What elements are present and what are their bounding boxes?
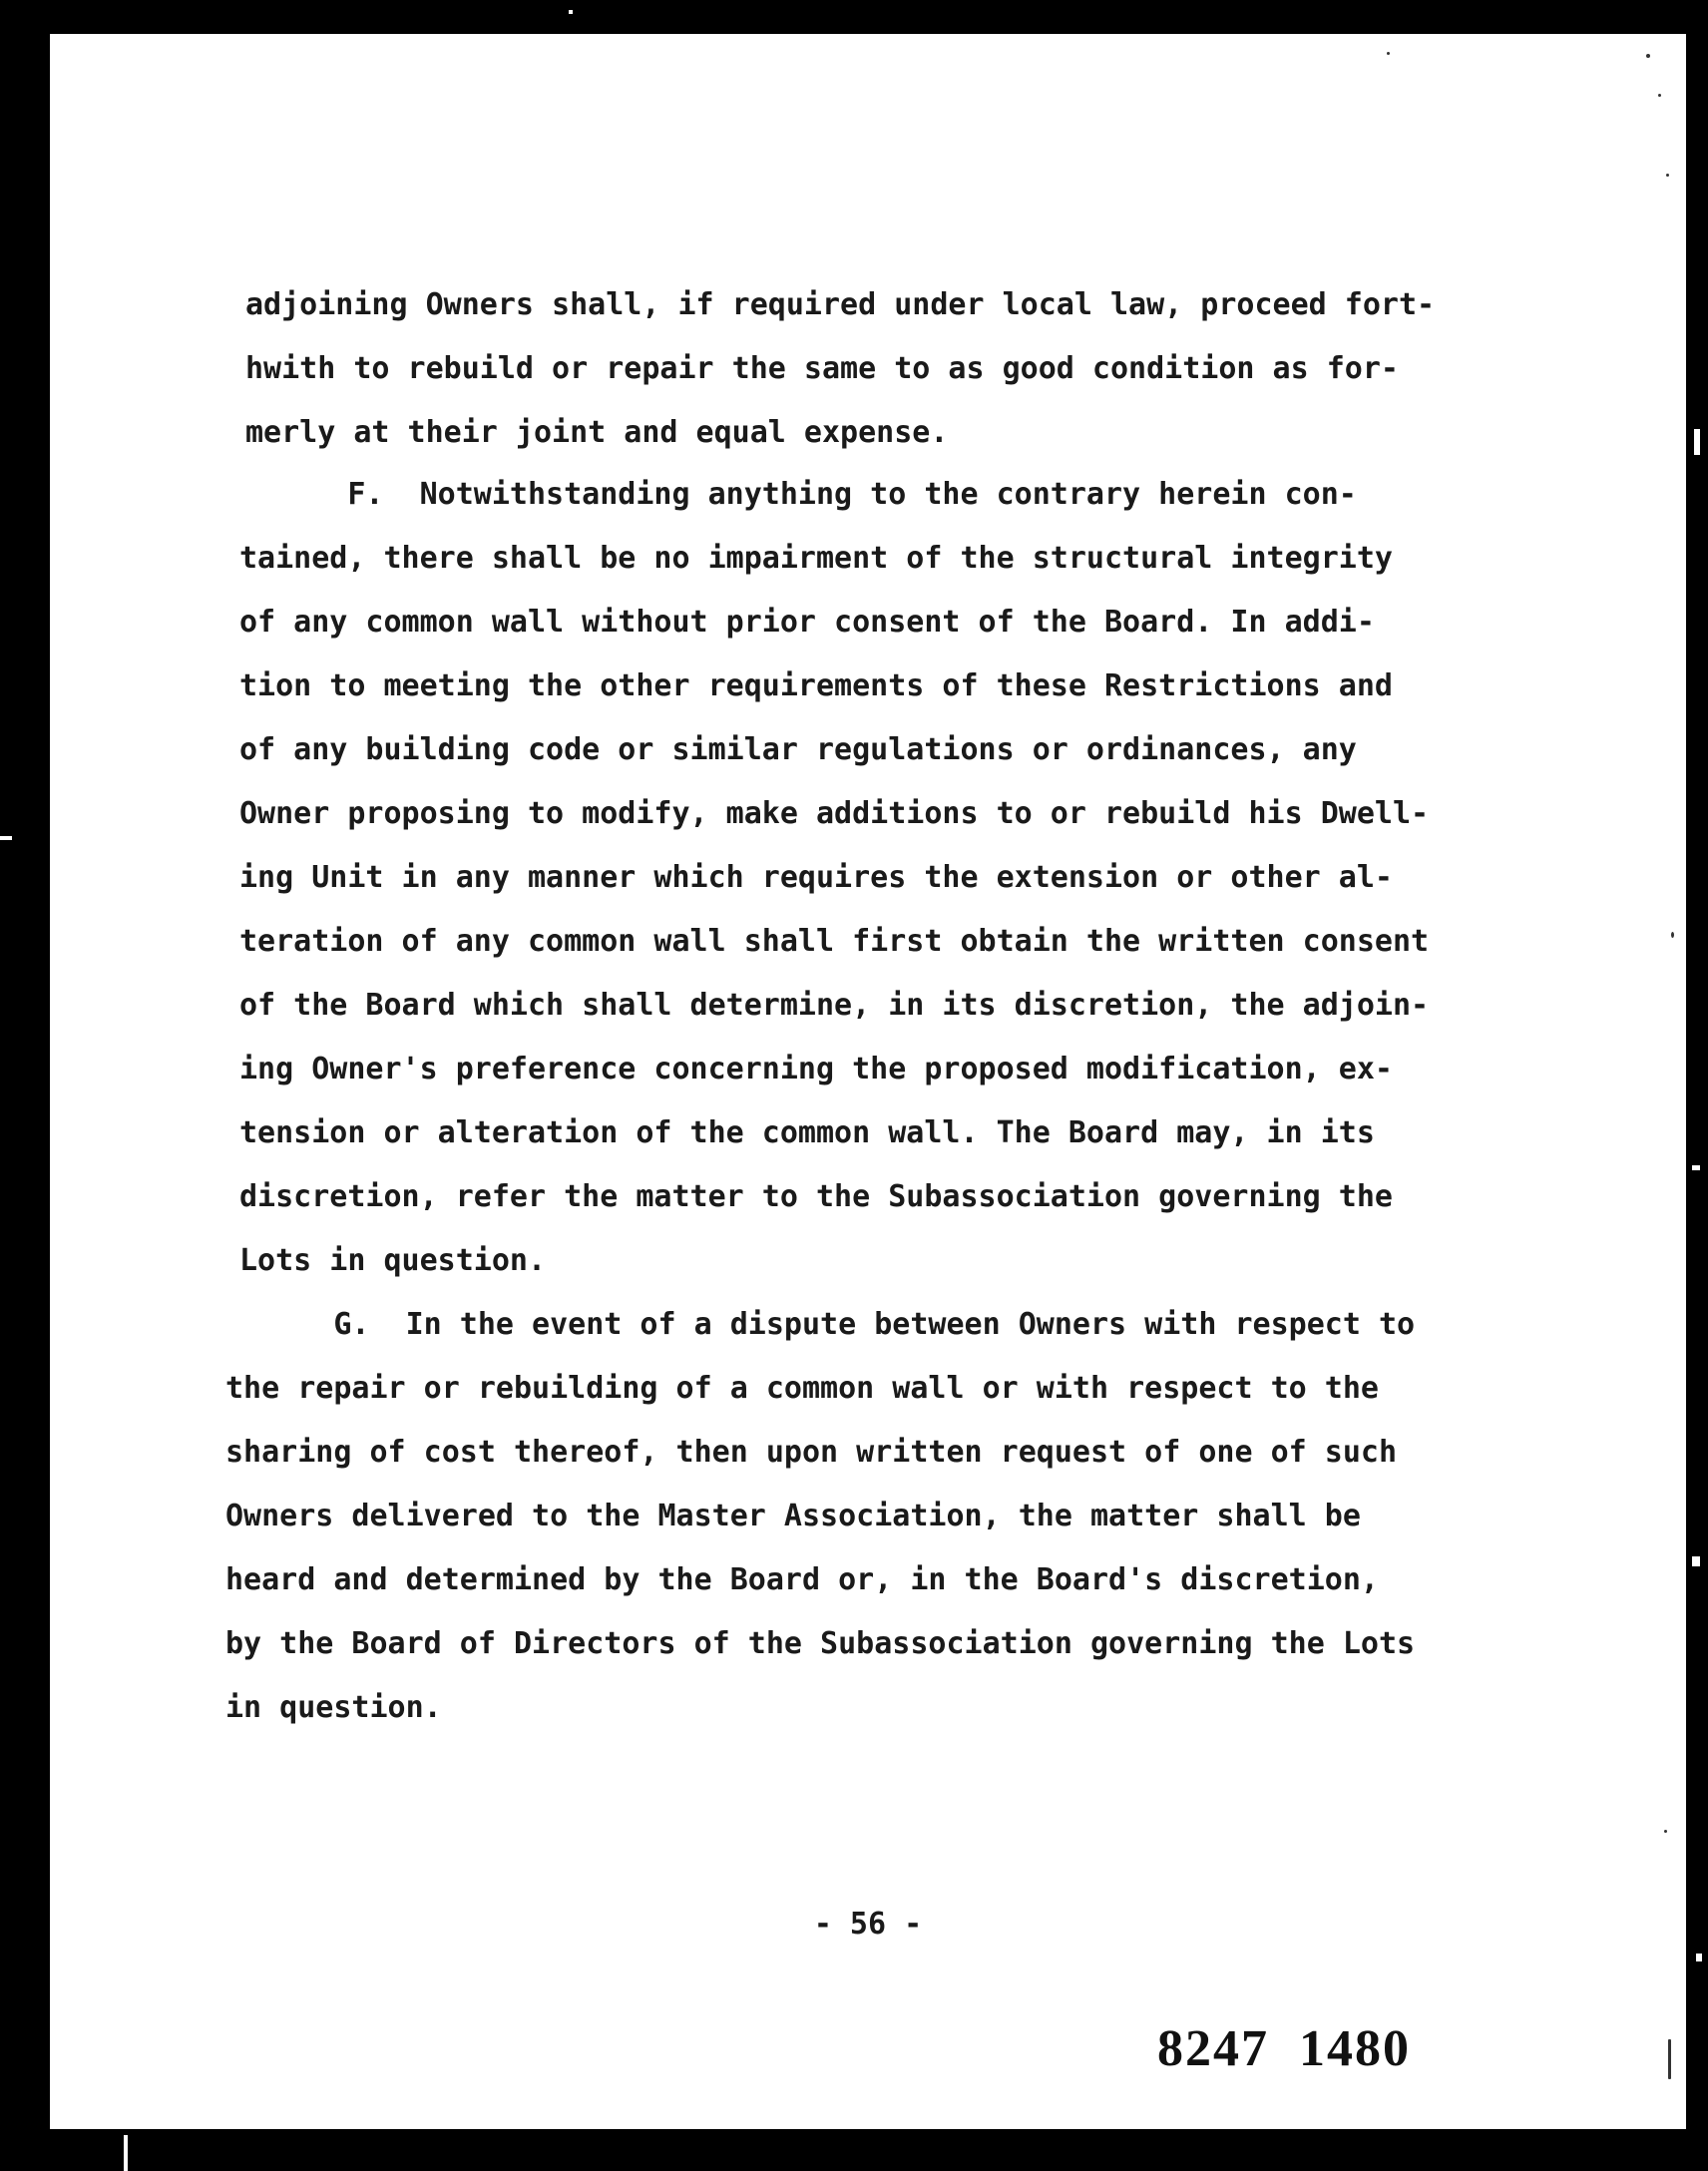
document-code: 8247 1480: [1157, 2020, 1411, 2077]
scan-edge-mark: [1692, 1165, 1700, 1170]
text-line: heard and determined by the Board or, in the Board's discretion,: [225, 1562, 1379, 1597]
text-line: of any building code or similar regulations or ordinances, any: [239, 732, 1357, 767]
text-line: merly at their joint and equal expense.: [245, 415, 949, 450]
scan-speck: [1658, 94, 1661, 97]
scan-speck: [1666, 174, 1669, 177]
text-line: ing Unit in any manner which requires the extension or other al-: [239, 860, 1393, 895]
text-line: by the Board of Directors of the Subassociation governing the Lots: [225, 1626, 1416, 1661]
scan-speck: [1668, 2039, 1671, 2079]
text-line: adjoining Owners shall, if required under local law, proceed fort-: [245, 287, 1436, 322]
scan-speck: [1671, 932, 1674, 938]
text-line: F. Notwithstanding anything to the contrary herein con-: [239, 477, 1357, 512]
text-line: tension or alteration of the common wall. The Board may, in its: [239, 1115, 1375, 1150]
scan-edge-mark: [1694, 429, 1700, 455]
text-line: discretion, refer the matter to the Subassociation governing the: [239, 1179, 1393, 1214]
text-line: tained, there shall be no impairment of the structural integrity: [239, 541, 1393, 576]
text-line: in question.: [225, 1690, 442, 1725]
text-line: teration of any common wall shall first obtain the written consent: [239, 924, 1430, 959]
page-number: - 56 -: [813, 1907, 923, 1942]
scan-edge-mark: [1696, 1954, 1702, 1961]
scan-edge-mark: [569, 10, 573, 14]
text-line: hwith to rebuild or repair the same to as good condition as for-: [245, 351, 1399, 386]
paragraph-f: [239, 463, 1429, 1293]
scan-edge-mark: [124, 2135, 128, 2171]
scan-speck: [1387, 52, 1390, 55]
scan-edge-mark: [0, 836, 12, 840]
scan-speck: [1664, 1830, 1667, 1833]
text-line: Owner proposing to modify, make additions to or rebuild his Dwell-: [239, 796, 1430, 831]
scan-speck: [1646, 54, 1650, 58]
document-page: [50, 34, 1686, 2129]
paragraph-e-continuation: [245, 273, 1435, 465]
text-line: sharing of cost thereof, then upon written request of one of such: [225, 1435, 1397, 1470]
text-line: of the Board which shall determine, in its discretion, the adjoin-: [239, 988, 1430, 1023]
scan-edge-mark: [1692, 1556, 1700, 1566]
text-line: Lots in question.: [239, 1243, 547, 1278]
paragraph-g: [225, 1293, 1415, 1740]
text-line: tion to meeting the other requirements of these Restrictions and: [239, 668, 1393, 703]
text-line: of any common wall without prior consent of the Board. In addi-: [239, 605, 1375, 640]
text-line: G. In the event of a dispute between Owners with respect to: [225, 1307, 1416, 1342]
text-line: the repair or rebuilding of a common wall or with respect to the: [225, 1371, 1379, 1406]
text-line: Owners delivered to the Master Association, the matter shall be: [225, 1499, 1361, 1533]
text-line: ing Owner's preference concerning the proposed modification, ex-: [239, 1052, 1393, 1086]
